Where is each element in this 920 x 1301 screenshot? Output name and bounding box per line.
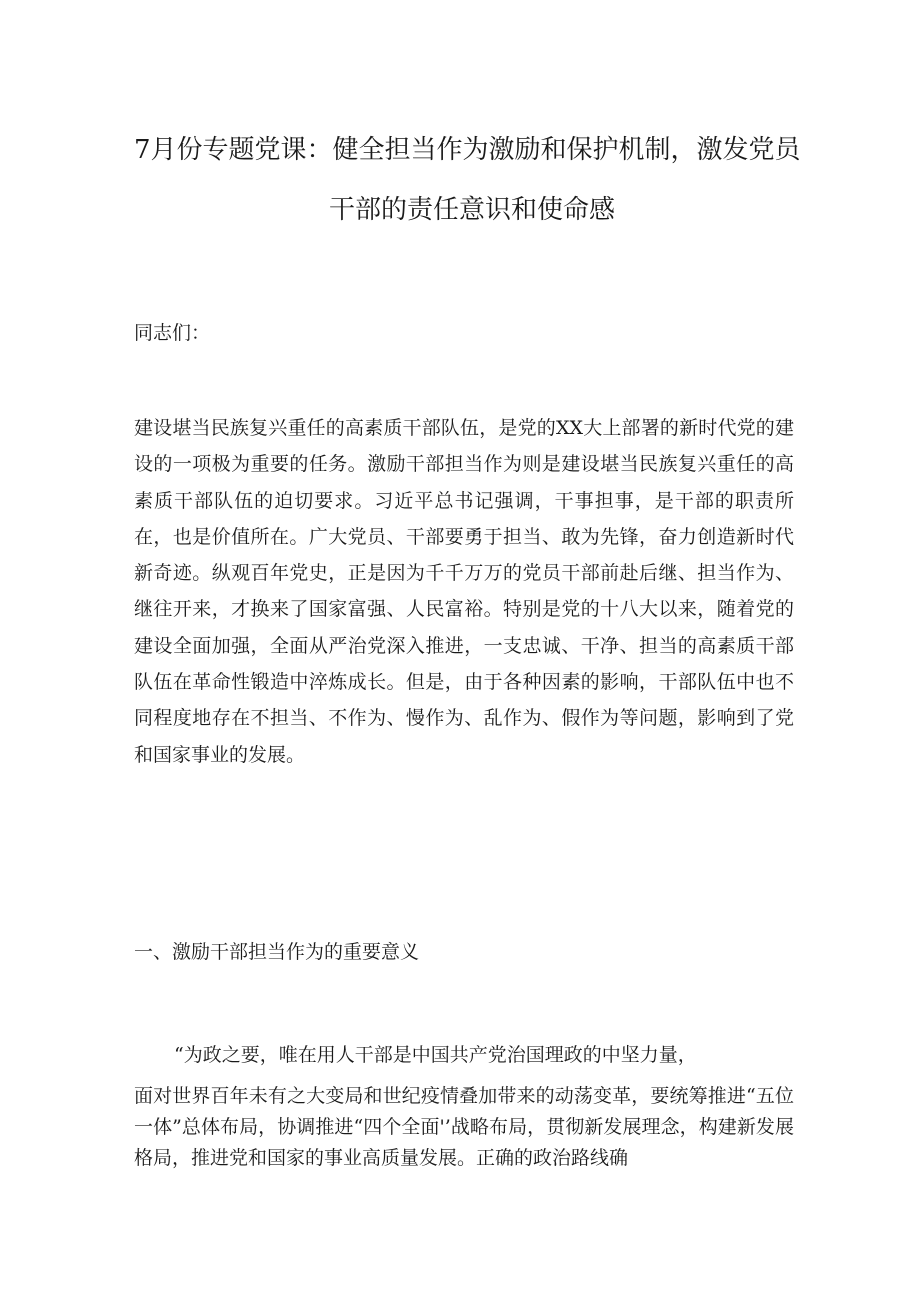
body-paragraph-2-first-line: “为政之要，唯在用人干部是中国共产党治国理政的中坚力量， <box>174 1044 697 1066</box>
greeting: 同志们： <box>134 322 211 344</box>
body-paragraph-2-text: 面对世界百年未有之大变局和世纪疫情叠加带来的动荡变革，要统筹推进“五位一体”总体布局，协调推进“四个全面'’战略布局，贯彻新发展理念，构建新发展格局，推进党和国家的事业高质量发展。正确的政治路线确 <box>134 1085 794 1169</box>
body-paragraph-1: 建设堪当民族复兴重任的高素质干部队伍，是党的XX大上部署的新时代党的建设的一项极为重要的任务。激励干部担当作为则是建设堪当民族复兴重任的高素质干部队伍的迫切要求。习近平总书记强调，干事担事，是干部的职责所在，也是价值所在。广大党员、干部要勇于担当、敢为先锋，奋力创造新时代新奇迹。纵观百年党史，正是因为千千万万的党员干部前赴后继、担当作为、继往开来，才换来了国家富强、人民富裕。特别是党的十八大以来，随着党的建设全面加强，全面从严治党深入推进，一支忠诚、干净、担当的高素质干部队伍在革命性锻造中淬炼成长。但是，由于各种因素的影响，干部队伍中也不同程度地存在不担当、不作为、慢作为、乱作为、假作为等问题，影响到了党和国家事业的发展。 <box>134 417 794 766</box>
body-paragraph-2 <box>134 1040 794 1174</box>
section-heading-1: 一、激励干部担当作为的重要意义 <box>134 941 420 963</box>
document-title-line-2: 干部的责任意识和使命感 <box>329 195 616 225</box>
document-title-line-1: 7月份专题党课：健全担当作为激励和保护机制，激发党员 <box>134 135 801 165</box>
